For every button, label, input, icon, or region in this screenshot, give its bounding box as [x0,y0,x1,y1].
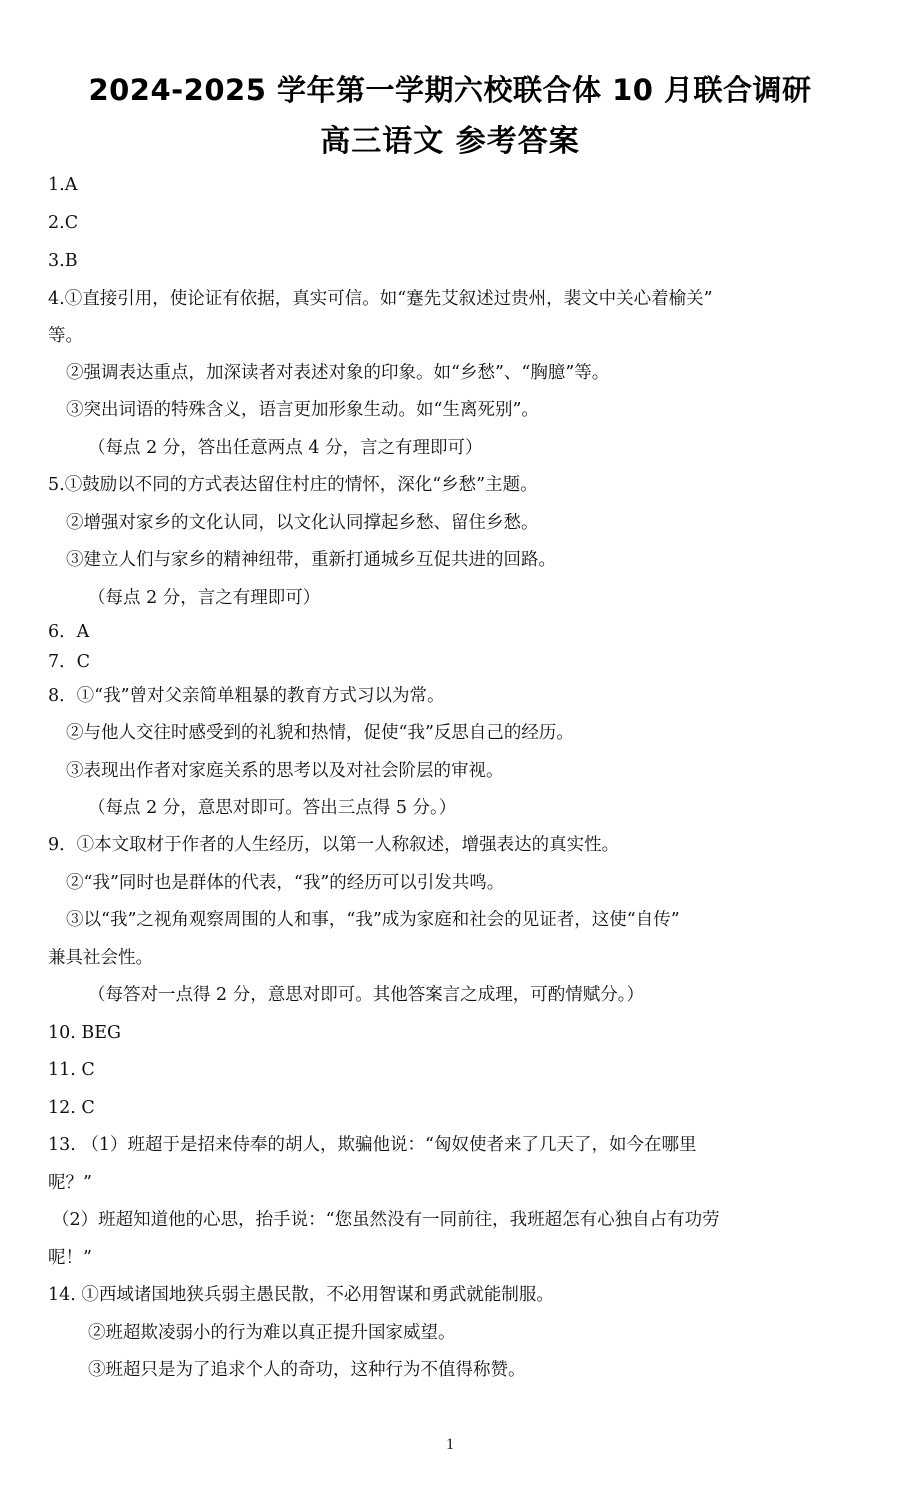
answer-line: ③以“我”之视角观察周围的人和事，“我”成为家庭和社会的见证者，这使“自传” [66,910,680,930]
answer-line: 8．①“我”曾对父亲简单粗暴的教育方式习以为常。 [48,686,445,706]
answer-line: 14. ①西域诸国地狭兵弱主愚民散，不必用智谋和勇武就能制服。 [48,1285,554,1305]
answer-line: 2.C [48,213,79,233]
answer-line: 13. （1）班超于是招来侍奉的胡人，欺骗他说：“匈奴使者来了几天了，如今在哪里 [48,1135,697,1155]
answer-line: ③班超只是为了追求个人的奇功，这种行为不值得称赞。 [88,1360,526,1380]
answer-line: ③建立人们与家乡的精神纽带，重新打通城乡互促共进的回路。 [66,550,556,570]
answer-line: 等。 [48,326,83,346]
answer-line: 4.①直接引用，使论证有依据，真实可信。如“蹇先艾叙述过贵州，裴文中关心着榆关” [48,289,713,309]
answer-score-note: （每点 2 分，答出任意两点 4 分，言之有理即可） [88,438,483,458]
document-title: 2024-2025 学年第一学期六校联合体 10 月联合调研 [88,73,812,107]
answer-score-note: （每点 2 分，意思对即可。答出三点得 5 分。） [88,798,457,818]
answer-line: ②增强对家乡的文化认同，以文化认同撑起乡愁、留住乡愁。 [66,513,539,533]
answer-line: ②班超欺凌弱小的行为难以真正提升国家威望。 [88,1323,456,1343]
answer-score-note: （每点 2 分，言之有理即可） [88,588,321,608]
answer-line: （2）班超知道他的心思，抬手说：“您虽然没有一同前往，我班超怎有心独自占有功劳 [52,1210,720,1230]
answer-line: 5.①鼓励以不同的方式表达留住村庄的情怀，深化“乡愁”主题。 [48,475,538,495]
answer-line: ③突出词语的特殊含义，语言更加形象生动。如“生离死别”。 [66,400,539,420]
page-number: 1 [446,1436,454,1453]
answer-line: 11. C [48,1060,95,1080]
answer-line: ③表现出作者对家庭关系的思考以及对社会阶层的审视。 [66,761,504,781]
answer-line: 6．A [48,622,90,642]
document-subtitle: 高三语文 参考答案 [320,124,580,159]
answer-line: 7．C [48,652,91,672]
answer-line: 呢？” [48,1173,92,1193]
answer-line: 呢！” [48,1248,92,1268]
answer-line: ②“我”同时也是群体的代表，“我”的经历可以引发共鸣。 [66,873,505,893]
answer-line: 12. C [48,1098,95,1118]
answer-line: 10. BEG [48,1023,122,1043]
answer-line: 9．①本文取材于作者的人生经历，以第一人称叙述，增强表达的真实性。 [48,835,620,855]
answer-line: ②与他人交往时感受到的礼貌和热情，促使“我”反思自己的经历。 [66,723,574,743]
answer-line: 兼具社会性。 [48,948,153,968]
answer-line: 1.A [48,175,78,195]
answer-line: ②强调表达重点，加深读者对表述对象的印象。如“乡愁”、“胸臆”等。 [66,363,610,383]
answer-score-note: （每答对一点得 2 分，意思对即可。其他答案言之成理，可酌情赋分。） [88,985,645,1005]
answer-line: 3.B [48,251,78,271]
